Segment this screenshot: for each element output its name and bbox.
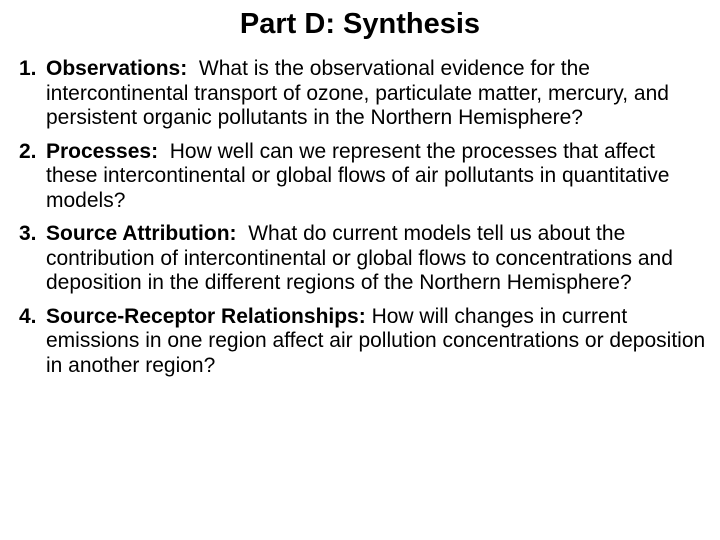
item-number: 3. xyxy=(19,222,37,245)
item-heading: Source-Receptor Relationships: xyxy=(46,304,366,328)
item-number: 2. xyxy=(19,139,37,163)
item-text: How well can we represent the processes that affect these intercontinental or global flows of air pollutants in quantitative models? xyxy=(46,139,670,212)
slide-title: Part D: Synthesis xyxy=(239,8,481,40)
list-item-source-receptor xyxy=(19,305,709,379)
question-list xyxy=(19,57,709,387)
list-item-observations xyxy=(19,57,709,131)
item-heading: Processes: xyxy=(46,139,159,163)
list-item-source-attribution xyxy=(19,222,709,296)
item-number: 4. xyxy=(19,304,37,328)
item-text: How will changes in current emissions in one region affect air pollution concentrations or deposition in another region? xyxy=(46,304,706,377)
item-number: 1. xyxy=(19,57,37,80)
item-text: What is the observational evidence for the intercontinental transport of ozone, particulate matter, mercury, and persistent organic pollutants in the Northern Hemisphere? xyxy=(46,57,669,129)
item-heading: Source Attribution: xyxy=(46,222,237,245)
item-heading: Observations: xyxy=(46,57,188,80)
list-item-processes xyxy=(19,140,709,214)
item-text: What do current models tell us about the contribution of intercontinental or global flows to concentrations and deposition in the different regions of the Northern Hemisphere? xyxy=(46,222,673,294)
